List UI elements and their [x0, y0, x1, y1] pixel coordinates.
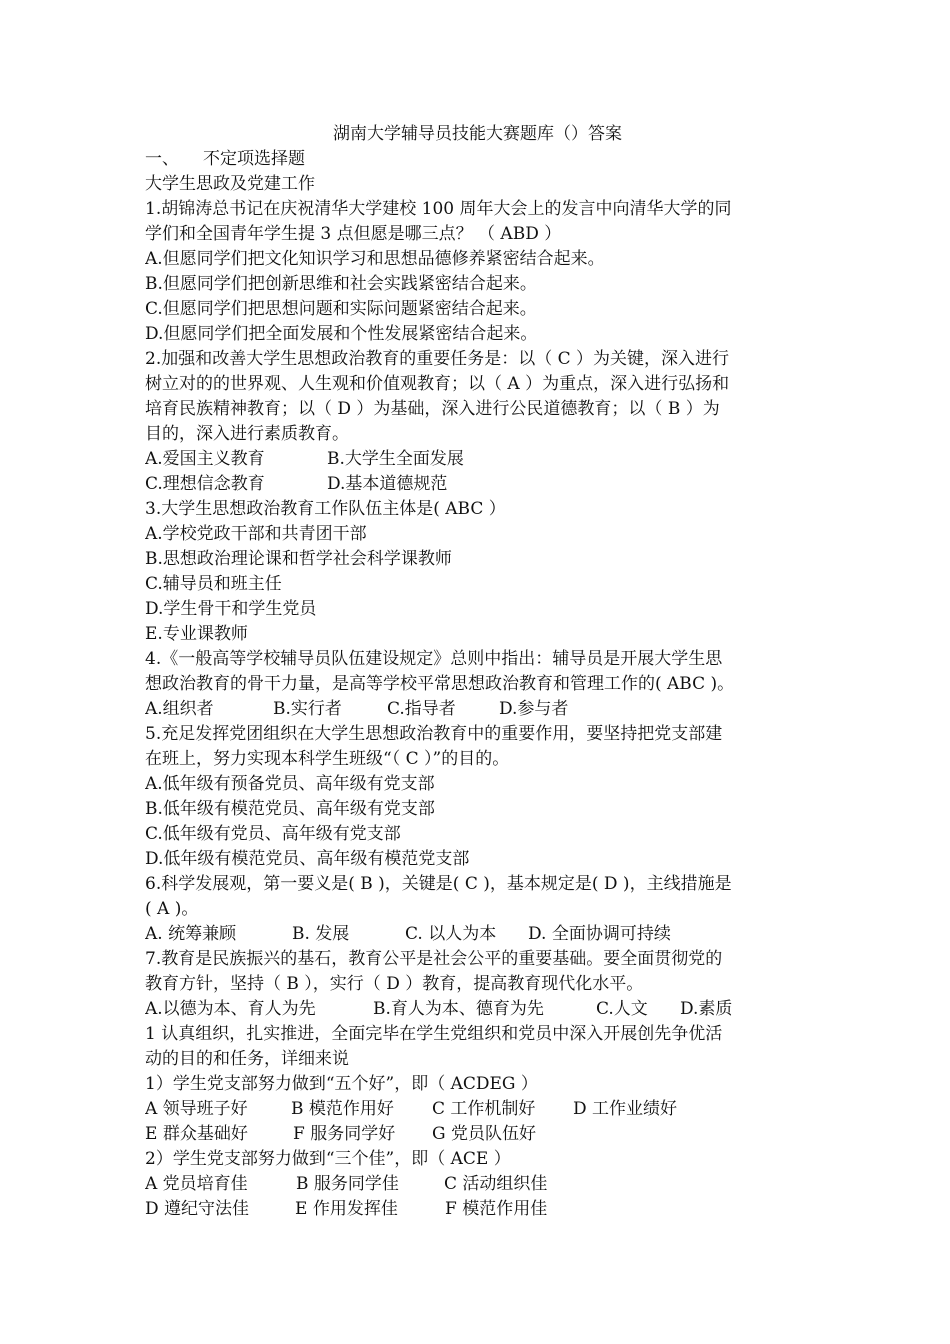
text-line: 教育方针，坚持（ B ），实行（ D ）教育，提高教育现代化水平。 [145, 974, 644, 994]
option: D 工作业绩好 [573, 1099, 678, 1119]
option: A. 统筹兼顾 [145, 924, 237, 944]
option-row [145, 447, 810, 472]
text-line: 7.教育是民族振兴的基石，教育公平是社会公平的重要基础。要全面贯彻党的 [145, 949, 723, 969]
option: D.基本道德规范 [327, 474, 448, 494]
option: B.实行者 [273, 699, 342, 719]
text-line: 4.《一般高等学校辅导员队伍建设规定》总则中指出：辅导员是开展大学生思 [145, 649, 723, 669]
option: E 群众基础好 [145, 1124, 248, 1144]
text-line: 6.科学发展观，第一要义是( B )，关键是( C )，基本规定是( D )，主线措施是 [145, 874, 732, 894]
text-line: 树立对的的世界观、人生观和价值观教育；以（ A ）为重点，深入进行弘扬和 [145, 374, 730, 394]
text-line: B.思想政治理论课和哲学社会科学课教师 [145, 549, 452, 569]
text-line: 5.充足发挥党团组织在大学生思想政治教育中的重要作用，要坚持把党支部建 [145, 724, 723, 744]
text-line: B.但愿同学们把创新思维和社会实践紧密结合起来。 [145, 274, 537, 294]
option: F 模范作用佳 [445, 1199, 548, 1219]
section-number: 一、 [145, 149, 179, 169]
text-line: 培育民族精神教育；以（ D ）为基础，深入进行公民道德教育；以（ B ）为 [145, 399, 720, 419]
option-row [145, 1097, 810, 1122]
option: C. 以人为本 [405, 924, 497, 944]
text-line: 学们和全国青年学生提 3 点但愿是哪三点？ （ ABD ） [145, 224, 562, 244]
section-heading [145, 147, 810, 172]
option: C.理想信念教育 [145, 474, 265, 494]
option: D 遵纪守法佳 [145, 1199, 250, 1219]
option: E 作用发挥佳 [295, 1199, 398, 1219]
text-line: 2.加强和改善大学生思想政治教育的重要任务是：以（ C ）为关键，深入进行 [145, 349, 730, 369]
option: D. 全面协调可持续 [528, 924, 671, 944]
option-row [145, 1172, 810, 1197]
text-line: 1）学生党支部努力做到“五个好”，即（ ACDEG ） [145, 1074, 538, 1094]
option: A.组织者 [145, 699, 214, 719]
option: B 服务同学佳 [296, 1174, 399, 1194]
text-line: 目的，深入进行素质教育。 [145, 424, 349, 444]
text-line: 在班上，努力实现本科学生班级“（ C ）”的目的。 [145, 749, 510, 769]
text-line: C.低年级有党员、高年级有党支部 [145, 824, 401, 844]
text-line: A.学校党政干部和共青团干部 [145, 524, 367, 544]
option-row [145, 697, 810, 722]
text-line: 1.胡锦涛总书记在庆祝清华大学建校 100 周年大会上的发言中向清华大学的同 [145, 199, 732, 219]
option: D.素质 [680, 999, 733, 1019]
text-line: 3.大学生思想政治教育工作队伍主体是( ABC ） [145, 499, 506, 519]
option: B.育人为本、德育为先 [373, 999, 544, 1019]
option: D.参与者 [499, 699, 569, 719]
option: A 领导班子好 [145, 1099, 248, 1119]
document-body [145, 122, 810, 1222]
option: C.指导者 [387, 699, 456, 719]
option: A.以德为本、育人为先 [145, 999, 316, 1019]
text-line: 动的目的和任务，详细来说 [145, 1049, 349, 1069]
option: A 党员培育佳 [145, 1174, 248, 1194]
text-line: B.低年级有模范党员、高年级有党支部 [145, 799, 435, 819]
option-row [145, 997, 810, 1022]
option: B.大学生全面发展 [327, 449, 464, 469]
option-row [145, 1122, 810, 1147]
text-line: E.专业课教师 [145, 624, 248, 644]
text-line: C.辅导员和班主任 [145, 574, 282, 594]
option-row [145, 1197, 810, 1222]
option: C 活动组织佳 [444, 1174, 548, 1194]
text-line: ( A )。 [145, 899, 199, 919]
option: A.爱国主义教育 [145, 449, 265, 469]
option-row [145, 922, 810, 947]
text-line: D.但愿同学们把全面发展和个性发展紧密结合起来。 [145, 324, 538, 344]
option: F 服务同学好 [293, 1124, 396, 1144]
option: C.人文 [596, 999, 648, 1019]
text-line: 2）学生党支部努力做到“三个佳”，即（ ACE ） [145, 1149, 511, 1169]
text-line: D.低年级有模范党员、高年级有模范党支部 [145, 849, 470, 869]
option: G 党员队伍好 [432, 1124, 536, 1144]
text-line: 1 认真组织，扎实推进，全面完毕在学生党组织和党员中深入开展创先争优活 [145, 1024, 723, 1044]
option: B 模范作用好 [291, 1099, 394, 1119]
text-line: A.低年级有预备党员、高年级有党支部 [145, 774, 435, 794]
document-title: 湖南大学辅导员技能大赛题库（）答案 [333, 124, 622, 144]
option-row [145, 472, 810, 497]
text-line: A.但愿同学们把文化知识学习和思想品德修养紧密结合起来。 [145, 249, 605, 269]
text-line: D.学生骨干和学生党员 [145, 599, 317, 619]
subsection-title: 大学生思政及党建工作 [145, 174, 315, 194]
text-line: 想政治教育的骨干力量，是高等学校平常思想政治教育和管理工作的( ABC )。 [145, 674, 735, 694]
option: C 工作机制好 [432, 1099, 536, 1119]
option: B. 发展 [292, 924, 350, 944]
text-line: C.但愿同学们把思想问题和实际问题紧密结合起来。 [145, 299, 537, 319]
section-title: 不定项选择题 [203, 149, 305, 169]
